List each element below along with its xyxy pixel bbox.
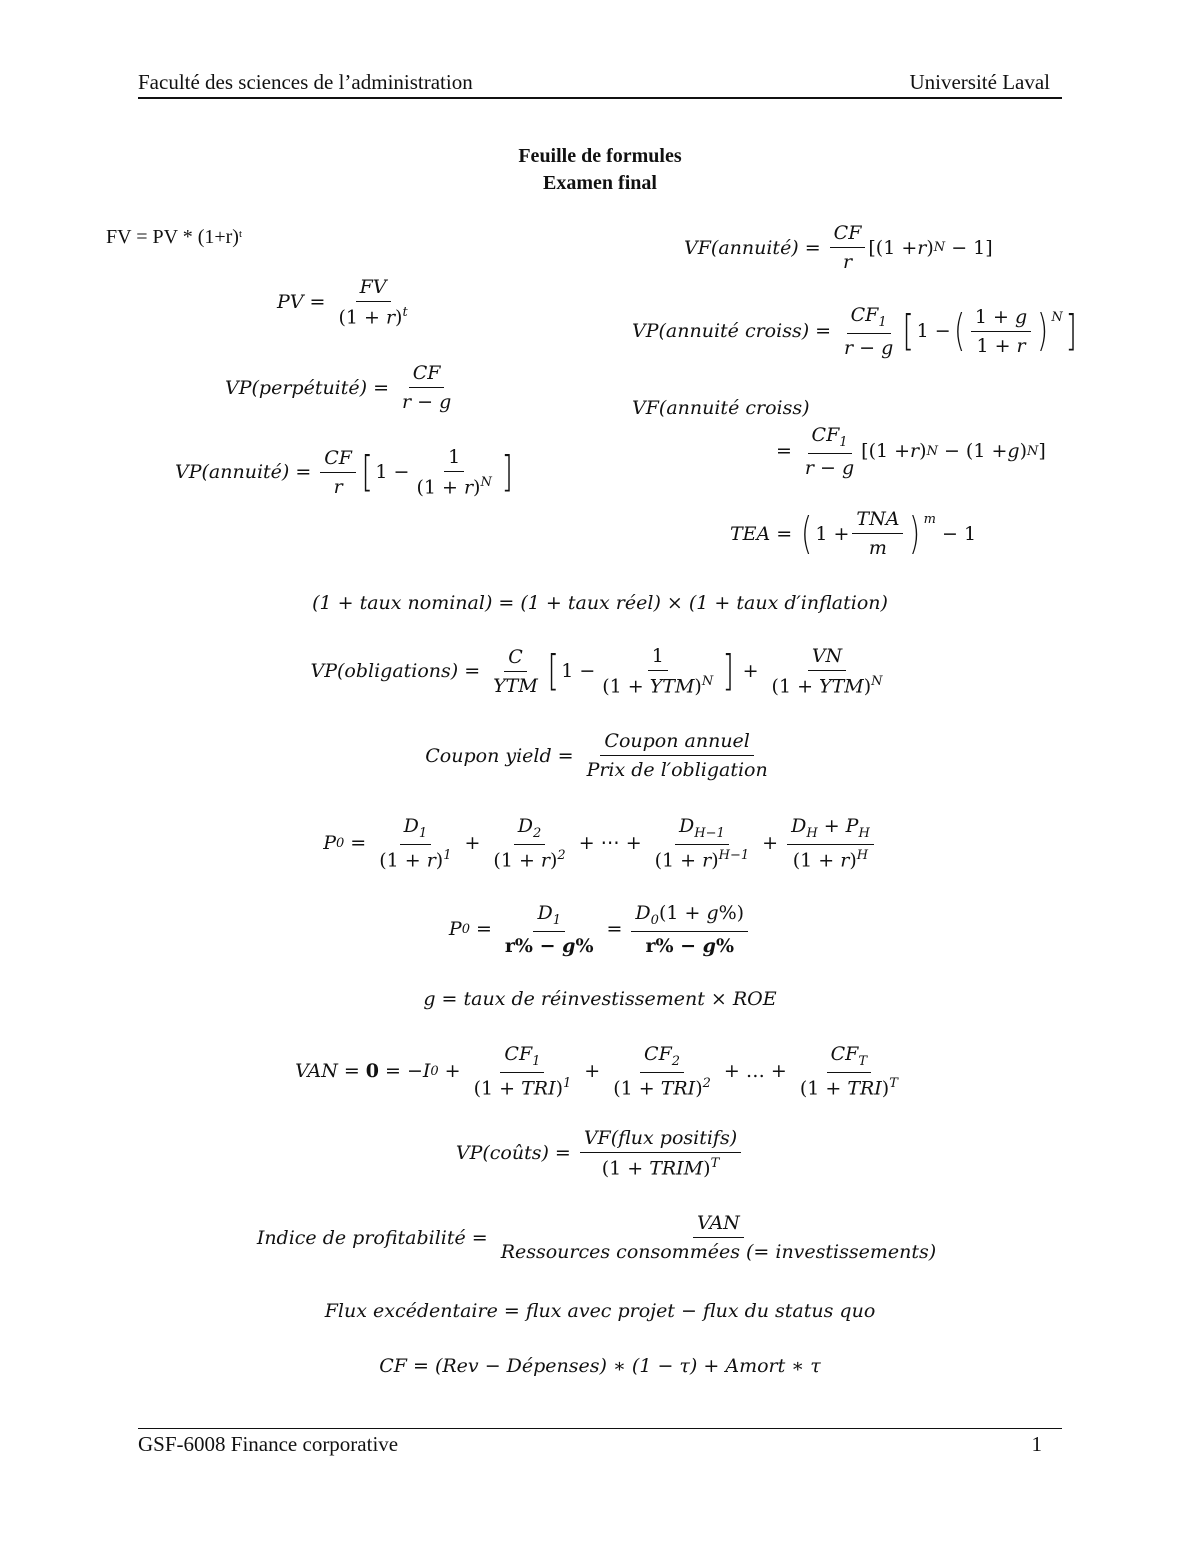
formula-vp-obligations: VP(obligations) = C YTM [ 1 − 1 (1 + YTM)$^N$ ] + VN (1 + YTM)$^N$ xyxy=(310,645,883,698)
footer-page-number: 1 xyxy=(1031,1432,1042,1456)
formula-vp-couts: VP(coûts) = VF(flux positifs) (1 + TRIM)$^T$ xyxy=(0,1127,1200,1179)
formula-vf-annuite-croiss: = $\frac{CF_1}{r - g}$ [(1 + r ) N − (1 + g ) N ] xyxy=(776,424,1046,479)
formula-vf-annuite: VF(annuité) = $\frac{CF}{r}$ [(1 + r ) N − 1] xyxy=(684,222,993,273)
document-subtitle: Examen final xyxy=(543,172,657,194)
formula-cf: CF = (Rev − Dépenses) ∗ (1 − τ) + Amort ∗ τ xyxy=(379,1355,821,1377)
document-title: Feuille de formules xyxy=(518,145,682,167)
formula-fv: FV = PV * (1+r) $^t$ xyxy=(106,226,243,248)
footer-course: GSF-6008 Finance corporative xyxy=(138,1432,399,1456)
footer-rule xyxy=(138,1428,1062,1429)
header-faculty: Faculté des sciences de l’administration xyxy=(138,70,473,94)
formula-pv: PV = $\frac{FV}{(1 + r)^t}$ xyxy=(277,276,408,329)
formula-taux-nominal: (1 + taux nominal) = (1 + taux réel) × (1 + taux d′inflation) xyxy=(312,592,888,614)
formula-p0-dividendes: P 0 = $\frac{D_1}{(1 + r)^1}$ + $\frac{D_2}{(1 + r)^2}$ + ⋯ + $\frac{D_{H-1}}{(1 + r)^{H-1}}$ + $\frac{D_H + P_H}{(1 + r)^H}$ xyxy=(0,815,1200,871)
formula-vp-annuite-croiss: VP(annuité croiss) = $\frac{CF_1}{r - g}$ [ 1 − ( 1 + g 1 + r ) $^N$ ] xyxy=(632,304,1077,359)
formula-croissance: g = taux de réinvestissement × ROE xyxy=(423,988,777,1010)
formula-vp-perpetuite: VP(perpétuité) = $\frac{CF}{r - g}$ xyxy=(225,362,452,413)
formula-coupon-yield: Coupon yield = Coupon annuel Prix de l′obligation xyxy=(425,730,768,781)
formula-indice-profitabilite: Indice de profitabilité = VAN Ressources consommées (= investissements) xyxy=(256,1212,937,1263)
formula-flux-excedentaire: Flux excédentaire = flux avec projet − flux du status quo xyxy=(324,1300,876,1322)
header-rule xyxy=(138,97,1062,99)
formula-tea: TEA = ( 1 + TNA m ) $^m$ − 1 xyxy=(730,507,977,559)
formula-p0-gordon: P 0 = $\frac{D_1}{r\% - g\%}$ = $\frac{D_0(1 + g\%)}{r\% - g\%}$ xyxy=(0,902,1200,957)
formula-van-tri: VAN = 0 = −I 0 + $CF_1$ (1 + TRI)$^1$ + $CF_2$ (1 + TRI)$^2$ + … + $CF_T$ (1 + TRI)$^T$ xyxy=(295,1043,898,1100)
header-university: Université Laval xyxy=(909,70,1050,94)
formula-vf-annuite-croiss-label: VF(annuité croiss) xyxy=(632,397,810,419)
formula-vp-annuite: VP(annuité) = $\frac{CF}{r}$ [ 1 − $\frac{1}{(1 + r)^N}$ ] xyxy=(175,446,513,499)
